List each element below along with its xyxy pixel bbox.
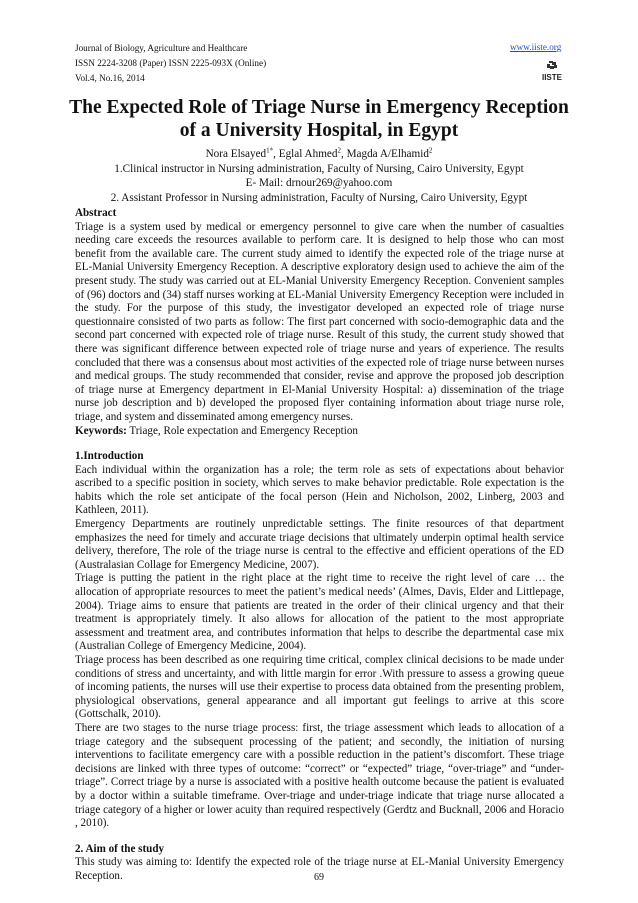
page-number: 69 [314, 872, 324, 883]
section-heading-aim: 2. Aim of the study [75, 842, 165, 855]
journal-volume: Vol.4, No.16, 2014 [75, 73, 145, 83]
abstract-text: Triage is a system used by medical or emergency personnel to give care when the number of casualties needing care exceeds the resources available to perform care. It is designed to help those who can most benefit from the available care. The current study aimed to identify the expected role of the triage nurse at EL-Manial University Emergency Reception. A descriptive exploratory design used to achieve the aim of the present study. The study was carried out at EL-Manial University Emergency Reception. Convenient samples of (96) doctors and (34) staff nurses working at EL-Manial University Emergency Reception were included in the study. For the purpose of this study, the investigator developed an expected role of triage nurse questionnaire consisted of two parts as follow: The first part concerned with socio-demographic data and the second part concerned with expected role of triage nurse. Result of this study, the current study showed that there was significant difference between expected role of triage nurse and years of experience. The results concluded that there was a consensus about most activities of the expected role of triage nurse between nurses and medical groups. The study recommended that consider, revise and approve the proposed job description of triage nurse at Emergency department in El-Manial University Hospital: a) dissemination of the triage nurse job description and b) developed the proposed flyer containing information about triage nurse role, triage, and system and disseminated among emergency nurses. [75, 220, 564, 423]
author-name: Magda A/Elhamid [346, 148, 429, 160]
intro-paragraph: There are two stages to the nurse triage process: first, the triage assessment which leads to allocation of a triage category and the subsequent processing of the patient; and secondly, the initiation of nursing interventions to facilitate emergency care with a possible reduction in the patient’s discomfort. These triage decisions are linked with three types of outcome: “correct” or “expected” triage, “over-triage” and “under-triage”. Correct triage by a nurse is associated with a positive health outcome because the patient is evaluated by a doctor within a suitable timeframe. Over-triage and under-triage indicate that triage nurse allocated a triage category of a higher or lower acuity than required respectively (Gerdtz and Bucknall, 2006 and Horacio , 2010). [75, 721, 564, 830]
paper-body [75, 207, 564, 884]
aim-text: This study was aiming to: Identify the expected role of the triage nurse at EL-Manial University Emergency Reception. [75, 856, 564, 882]
paper-title: The Expected Role of Triage Nurse in Emergency Reception of a University Hospital, in Egypt [69, 97, 569, 141]
intro-paragraph: Emergency Departments are routinely unpredictable settings. The finite resources of that department emphasizes the need for timely and accurate triage decisions that ultimately underpin optimal health service delivery, therefore, The role of the triage nurse is central to the effective and efficient operations of the ED (Australasian Collage for Emergency Medicine, 2007). [75, 518, 564, 571]
author-block [60, 147, 578, 205]
author-name: Nora Elsayed [205, 148, 267, 160]
author-email: E- Mail: drnour269@yahoo.com [245, 177, 393, 189]
journal-url-link[interactable]: www.iiste.org [510, 42, 562, 52]
intro-paragraph: Triage is putting the patient in the right place at the right time to receive the right level of care … the allocation of appropriate resources to meet the patient’s medical needs’ (Almes, Davis, Elder and Littlepage, 2004). Triage aims to ensure that patients are treated in the order of their clinical urgency and that their treatment is appropriately timely. It also allows for allocation of the patient to the most appropriate assessment and treatment area, and contributes information that helps to describe the departmental case mix (Australian College of Emergency Medicine, 2004). [75, 572, 564, 653]
abstract-heading: Abstract [75, 207, 117, 219]
keywords-text: Triage, Role expectation and Emergency Reception [126, 424, 358, 437]
logo-text: IISTE [541, 73, 563, 82]
journal-name: Journal of Biology, Agriculture and Healthcare [75, 43, 248, 53]
author-name: Eglal Ahmed [278, 148, 338, 160]
keywords-line [75, 425, 564, 439]
journal-issn: ISSN 2224-3208 (Paper) ISSN 2225-093X (Online) [75, 58, 267, 68]
iiste-logo [540, 61, 564, 83]
affiliation-1: 1.Clinical instructor in Nursing administration, Faculty of Nursing, Cairo University, Egypt [114, 162, 524, 175]
keywords-label: Keywords: [75, 424, 127, 437]
intro-paragraph: Triage process has been described as one requiring time critical, complex clinical decisions to be made under conditions of stress and uncertainty, and with little margin for error .With pressure to assess a growing queue of incoming patients, the nurses will use their expertise to process data obtained from the presenting problem, physiological observations, general appearance and all important gut feelings to arrive at this score (Gottschalk, 2010). [75, 654, 564, 721]
author-list: Nora Elsayed$^{1*}$, Eglal Ahmed$^2$, Magda A/Elhamid$^2$ [205, 146, 433, 160]
affiliation-2: 2. Assistant Professor in Nursing administration, Faculty of Nursing, Cairo University, Egypt [110, 191, 528, 204]
section-heading-introduction: 1.Introduction [75, 450, 144, 463]
intro-paragraph: Each individual within the organization has a role; the term role as sets of expectations about behavior ascribed to a specific position in society, which serves to make behavior predictable. Role expectation is the habits which the role set anticipate of the focal person (Hein and Nicholson, 2002, Linberg, 2003 and Kathleen, 2011). [75, 463, 564, 517]
journal-header [75, 41, 565, 86]
